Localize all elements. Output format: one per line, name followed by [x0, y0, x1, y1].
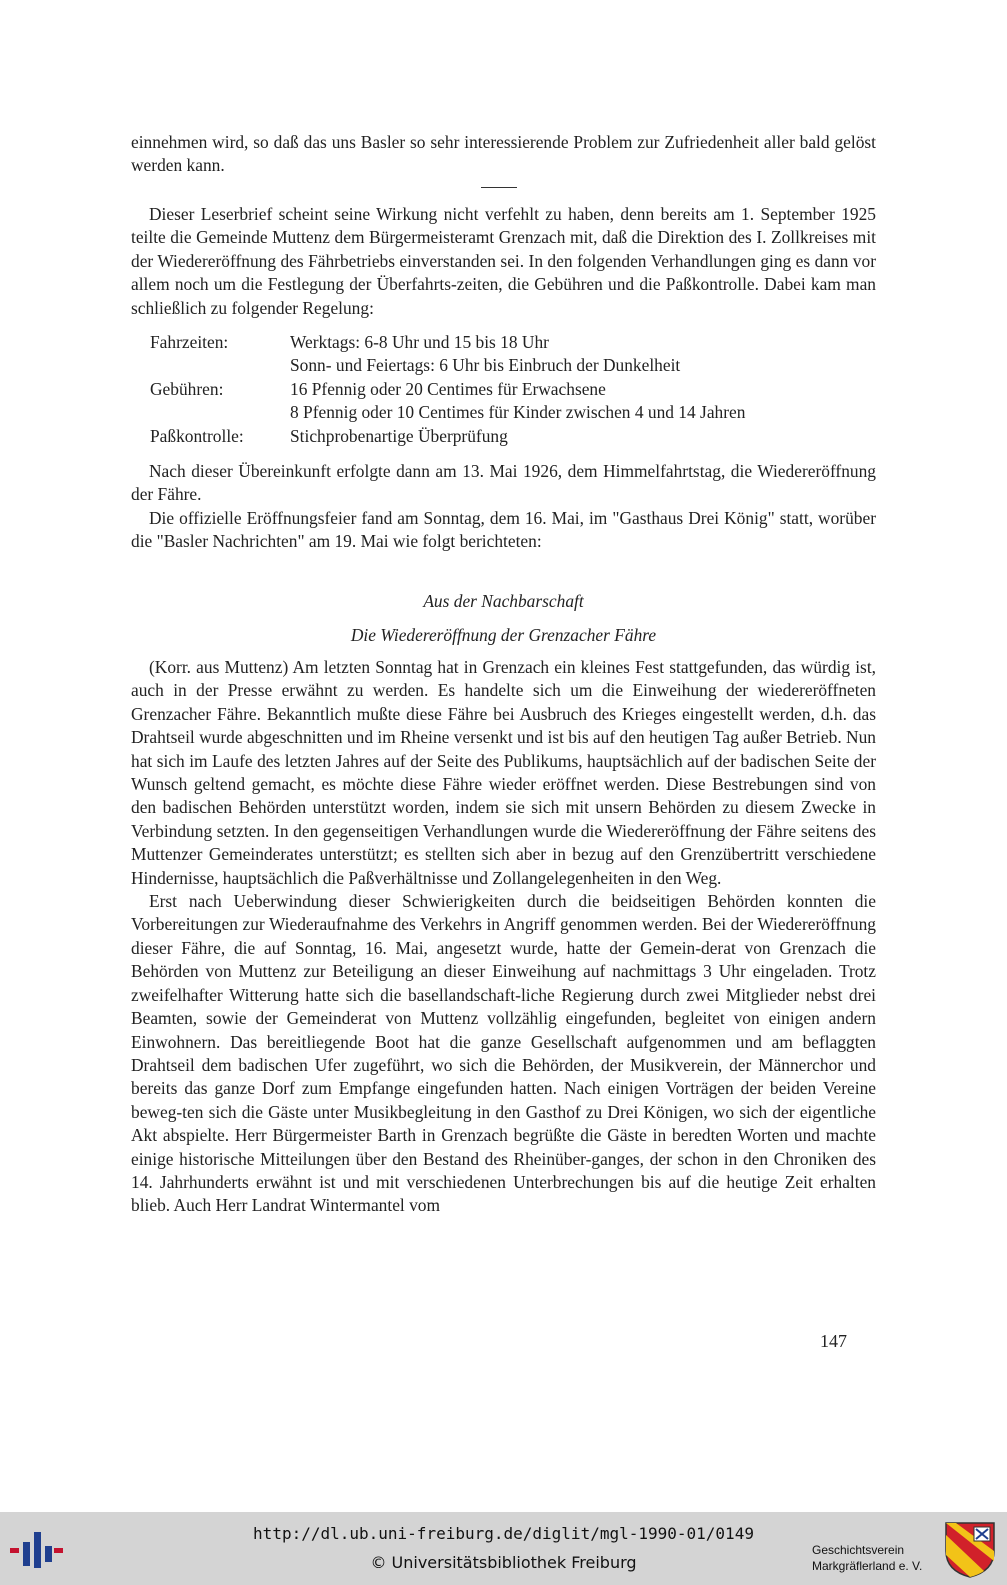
- article-body: [131, 656, 876, 1218]
- regulation-row: [150, 401, 745, 424]
- regulation-row: [150, 378, 745, 401]
- paragraph-3-text: Die offizielle Eröffnungsfeier fand am Sonntag, dem 16. Mai, im "Gasthaus Drei König" statt, worüber die "Basler Nachrichten" am 19. Mai wie folgt berichteten:: [131, 507, 876, 552]
- intro-text: einnehmen wird, so daß das uns Basler so sehr interessierende Problem zur Zufriedenheit aller bald gelöst werden kann.: [131, 132, 876, 176]
- regulation-value: 16 Pfennig oder 20 Centimes für Erwachsene: [290, 378, 606, 399]
- regulation-row: [150, 425, 745, 448]
- regulation-table: [150, 331, 745, 448]
- footer-bar: [0, 1512, 1007, 1585]
- paragraph-1: [131, 203, 876, 320]
- paragraph-1-text: Dieser Leserbrief scheint seine Wirkung nicht verfehlt zu haben, denn bereits am 1. September 1925 teilte die Gemeinde Muttenz dem Bürgermeisteramt Grenzach mit, daß die Direktion des I. Zollkreises mit der Wiedereröffnung des Fährbetriebs einverstanden sei. In den folgenden Verhandlungen ging es dann vor allem noch um die Festlegung der Überfahrts-zeiten, die Gebühren und die Paßkontrolle. Dabei kam man schließlich zu folgender Regelung:: [131, 204, 876, 318]
- regulation-label: Paßkontrolle:: [150, 425, 244, 446]
- regulation-value: 8 Pfennig oder 10 Centimes für Kinder zwischen 4 und 14 Jahren: [290, 402, 746, 423]
- association-line-2: Markgräflerland e. V.: [812, 1559, 923, 1573]
- regulation-label: [150, 401, 290, 424]
- separator-line: [481, 187, 517, 188]
- coat-of-arms-icon: [944, 1521, 996, 1579]
- regulation-label: Gebühren:: [150, 378, 224, 399]
- page-number: 147: [820, 1331, 847, 1351]
- intro-paragraph: [131, 131, 876, 178]
- regulation-value: Werktags: 6-8 Uhr und 15 bis 18 Uhr: [290, 332, 549, 352]
- footer-copyright: © Universitätsbibliothek Freiburg: [370, 1553, 637, 1572]
- section-title: Aus der Nachbarschaft: [423, 591, 584, 611]
- regulation-label: [150, 354, 290, 377]
- article-paragraph-2: Erst nach Ueberwindung dieser Schwierigkeiten durch die beidseitigen Behörden konnten die Vorbereitungen zur Wiederaufnahme des Verkehrs in Angriff genommen werden. Bei der Wiedereröffnung dieser Fähre, die auf Sonntag, 16. Mai, angesetzt wurde, hatte der Gemein-derat von Grenzach die Behörden von Muttenz zur Beteiligung an dieser Einweihung auf nachmittags 3 Uhr eingeladen. Trotz zweifelhafter Witterung hatte sich die basellandschaft-liche Regierung durch zwei Mitglieder nebst drei Beamten, sowie der Gemeinderat von Muttenz vollzählig eingefunden, begleitet von einigen andern Einwohnern. Das bereitliegende Boot hat die ganze Gesellschaft aufgenommen und am beflaggten Drahtseil dem badischen Ufer zugeführt, wo sich die Behörden, der Musikverein, der Männerchor und bereits das ganze Dorf zum Empfange eingefunden hatten. Nach einigen Vorträgen der beiden Vereine beweg-ten sich die Gäste unter Musikbegleitung in den Gasthof zu Drei Königen, wo sich der eigentliche Akt abspielte. Herr Bürgermeister Barth in Grenzach begrüßte die Gäste in beredten Worten und machte einige historische Mitteilungen über den Bestand des Rheinüber-ganges, der schon in den Chroniken des 14. Jahrhunderts erwähnt ist und mit verschiedenen Unterbrechungen bis auf die heutige Zeit erhalten blieb. Auch Herr Landrat Wintermantel vom: [131, 891, 876, 1216]
- regulation-value: Stichprobenartige Überprüfung: [290, 425, 508, 446]
- regulation-value: Sonn- und Feiertags: 6 Uhr bis Einbruch der Dunkelheit: [290, 355, 681, 376]
- paragraph-2-text: Nach dieser Übereinkunft erfolgte dann am 13. Mai 1926, dem Himmelfahrtstag, die Wiedereröffnung der Fähre.: [131, 461, 876, 505]
- regulation-row: [150, 354, 745, 377]
- association-line-1: Geschichtsverein: [812, 1543, 905, 1557]
- paragraph-2: [131, 460, 876, 554]
- article-title: Die Wiedereröffnung der Grenzacher Fähre: [350, 625, 657, 645]
- association-name: [812, 1542, 922, 1574]
- footer-url-link[interactable]: http://dl.ub.uni-freiburg.de/diglit/mgl-1990-01/0149: [253, 1524, 754, 1543]
- article-paragraph-1: (Korr. aus Muttenz) Am letzten Sonntag hat in Grenzach ein kleines Fest stattgefunden, das würdig ist, auch in der Presse erwähnt zu werden. Es handelte sich um die Einweihung der wiedereröffneten Grenzacher Fähre. Bekanntlich mußte diese Fähre bei Ausbruch des Krieges eingestellt werden, d.h. das Drahtseil wurde abgeschnitten und im Rheine versenkt und ist bis auf den heutigen Tag außer Betrieb. Nun hat sich im Laufe des letzten Jahres auf der Seite des Publikums, hauptsächlich auf der badischen Seite der Wunsch geltend gemacht, es möchte diese Fähre wieder eröffnet werden. Diese Bestrebungen sind von den badischen Behörden unterstützt worden, indem sie sich mit unsern Behörden zu diesem Zwecke in Verbindung setzten. In den gegenseitigen Verhandlungen wurde die Wiedereröffnung der Fähre seitens des Muttenzer Gemeinderates unterstützt; es stellten sich aber in bezug auf den Grenzübertritt verschiedene Hindernisse, hauptsächlich die Paßverhältnisse und Zollangelegenheiten in den Weg.: [131, 657, 876, 888]
- regulation-label: Fahrzeiten:: [150, 332, 229, 352]
- regulation-row: [150, 331, 745, 354]
